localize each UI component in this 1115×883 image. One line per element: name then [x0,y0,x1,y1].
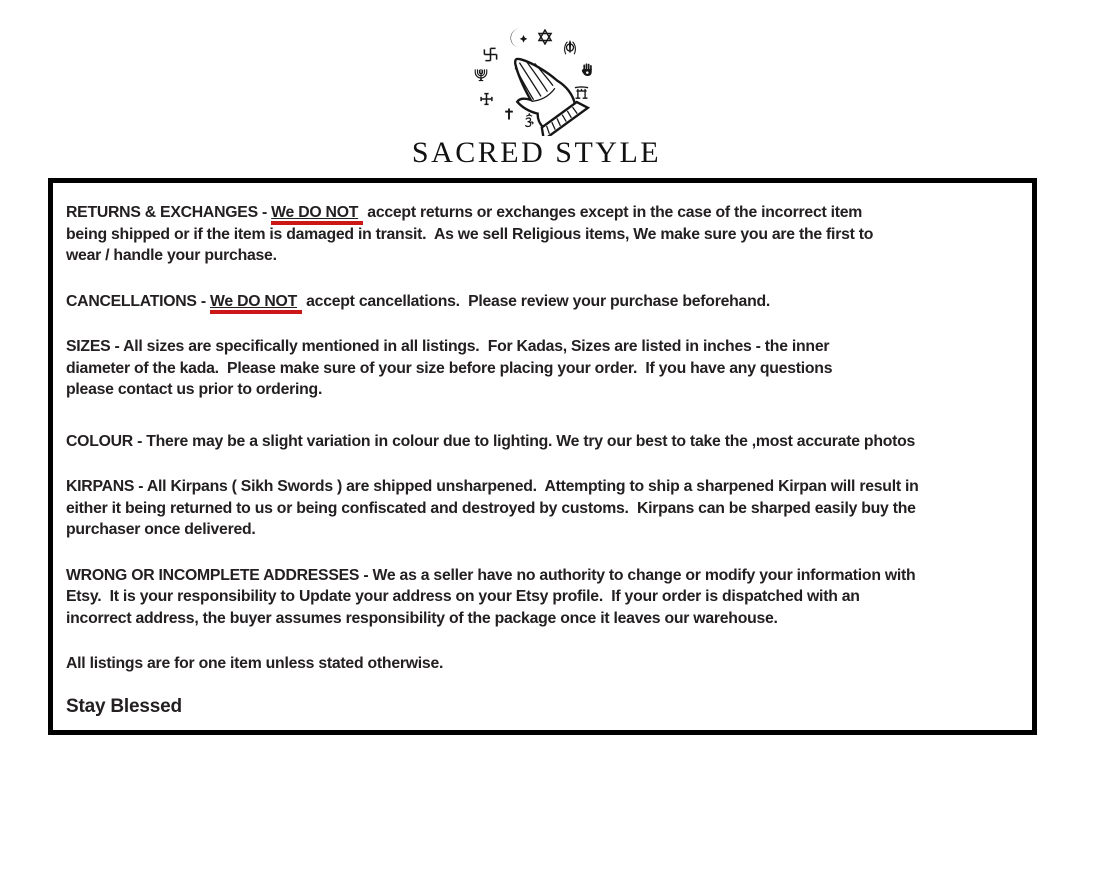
policy-addresses-line3: incorrect address, the buyer assumes responsibility of the package once it leaves our warehouse. [66,609,778,627]
star-of-david-icon [537,29,553,45]
policy-box [48,178,1037,735]
praying-hands-icon [495,46,591,136]
policy-kirpans [66,476,1022,541]
policy-returns-line1: RETURNS & EXCHANGES - We DO NOT accept returns or exchanges except in the case of the incorrect item [66,204,862,225]
policy-kirpans-line2: either it being returned to us or being confiscated and destroyed by customs. Kirpans can be sharped easily buy the [66,499,916,517]
menorah-icon [473,66,489,83]
policy-one-item: All listings are for one item unless stated otherwise. [66,655,444,672]
policy-sizes-line1: SIZES - All sizes are specifically mentioned in all listings. For Kadas, Sizes are listed in inches - the inner [66,338,830,355]
policy-addresses-line1: WRONG OR INCOMPLETE ADDRESSES - We as a seller have no authority to change or modify your information with [66,566,916,584]
signoff: Stay Blessed [66,695,182,717]
cross-pattee-icon [479,91,494,107]
policy-colour-line1: COLOUR - There may be a slight variation in colour due to lighting. We try our best to take the ,most accurate photos [66,432,916,450]
policy-colour [66,431,1022,453]
policy-kirpans-line3: purchaser once delivered. [66,521,256,538]
policy-addresses [66,565,1022,630]
policy-cancellations-line1: CANCELLATIONS - We DO NOT accept cancellations. Please review your purchase beforehand. [66,293,770,314]
policy-sizes [66,336,1022,401]
logo-emblem [461,25,613,135]
policy-returns [66,202,1022,267]
brand-logo [0,25,1073,170]
do-not-highlight: We DO NOT [271,204,363,225]
policy-kirpans-line1: KIRPANS - All Kirpans ( Sikh Swords ) are shipped unsharpened. Attempting to ship a sharpened Kirpan will result in [66,478,919,495]
policy-sizes-line3: please contact us prior to ordering. [66,381,323,398]
do-not-highlight: We DO NOT [210,293,302,314]
brand-name: SACRED STYLE [411,136,662,169]
policy-returns-line2: being shipped or if the item is damaged in transit. As we sell Religious items, We make sure you are the first to [66,225,874,243]
policy-cancellations [66,291,1022,313]
policy-returns-line3: wear / handle your purchase. [66,247,277,264]
policy-addresses-line2: Etsy. It is your responsibility to Update your address on your Etsy profile. If your order is dispatched with an [66,588,860,605]
policy-sizes-line2: diameter of the kada. Please make sure of your size before placing your order. If you have any questions [66,359,833,377]
